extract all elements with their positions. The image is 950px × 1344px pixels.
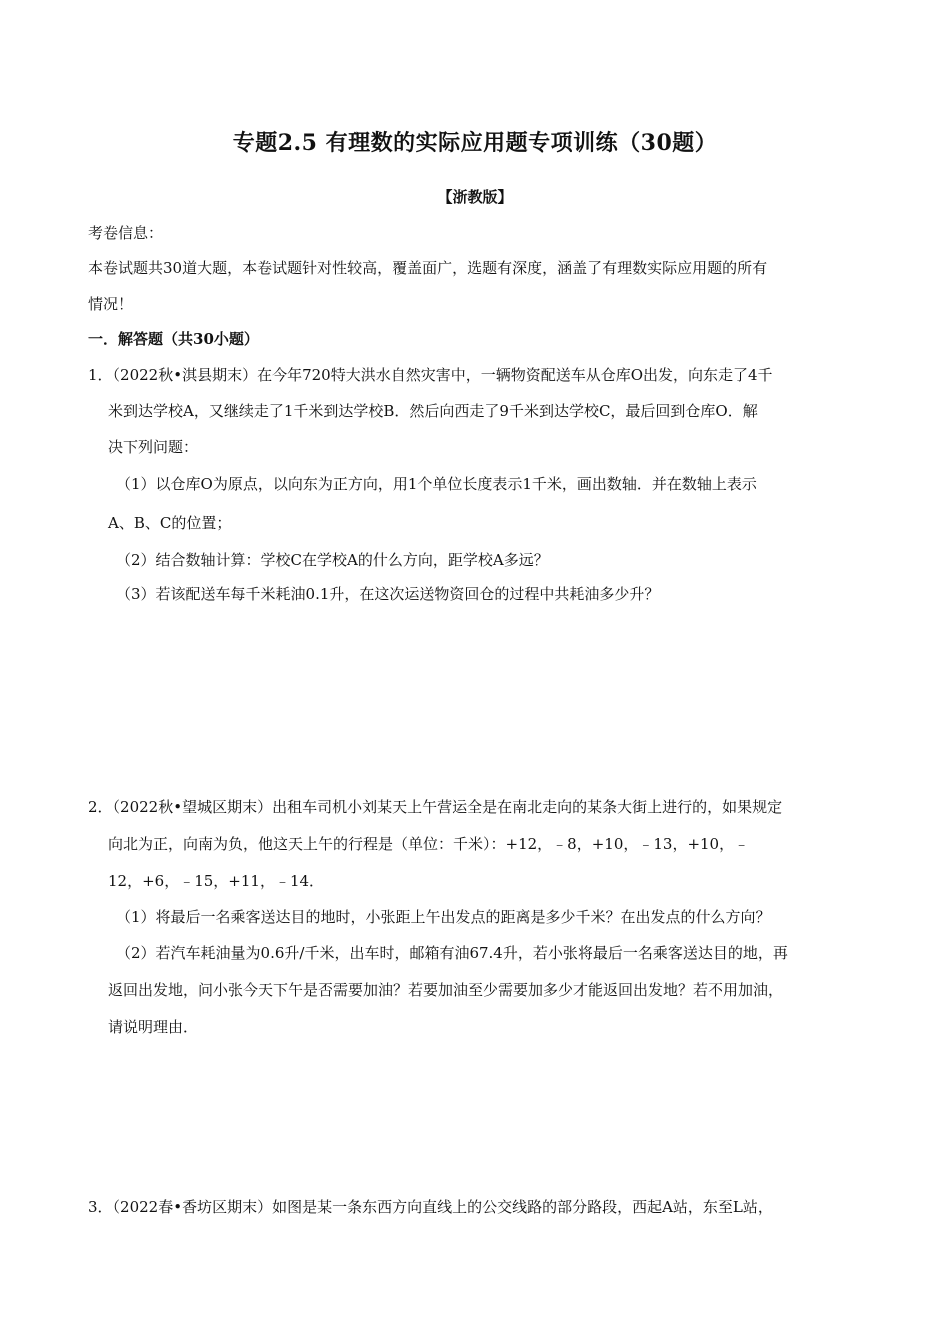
edition-label: 【浙教版】 bbox=[437, 188, 513, 206]
question-part: A、B、C的位置； bbox=[108, 514, 232, 532]
question-text: 决下列问题： bbox=[108, 438, 199, 456]
question-part: 返回出发地，问小张今天下午是否需要加油？若要加油至少需要加多少才能返回出发地？若不用加油， bbox=[108, 981, 784, 999]
question-part: 请说明理由． bbox=[108, 1018, 199, 1036]
question-text: 米到达学校A，又继续走了1千米到达学校B．然后向西走了9千米到达学校C，最后回到仓库O．解 bbox=[108, 402, 758, 420]
question-text: 12，+6，﹣15，+11，﹣14． bbox=[108, 872, 325, 890]
exam-info-text-cont: 情况！ bbox=[88, 295, 134, 313]
exam-info-text: 本卷试题共30道大题，本卷试题针对性较高，覆盖面广，选题有深度，涵盖了有理数实际应用题的所有 bbox=[88, 259, 768, 277]
question-text: 1．（2022秋•淇县期末）在今年720特大洪水自然灾害中，一辆物资配送车从仓库O出发，向东走了4千 bbox=[88, 366, 773, 384]
question-text: 2．（2022秋•望城区期末）出租车司机小刘某天上午营运全是在南北走向的某条大街上进行的，如果规定 bbox=[88, 798, 783, 816]
question-text: 3．（2022春•香坊区期末）如图是某一条东西方向直线上的公交线路的部分路段，西起A站，东至L站， bbox=[88, 1198, 773, 1216]
section-heading: 一．解答题（共30小题） bbox=[88, 330, 259, 348]
question-part: （1）将最后一名乘客送达目的地时，小张距上午出发点的距离是多少千米？在出发点的什么方向？ bbox=[116, 908, 771, 926]
question-part: （2）结合数轴计算：学校C在学校A的什么方向，距学校A多远？ bbox=[116, 551, 549, 569]
question-part: （2）若汽车耗油量为0.6升/千米，出车时，邮箱有油67.4升，若小张将最后一名乘客送达目的地，再 bbox=[116, 944, 788, 962]
question-part: （1）以仓库O为原点，以向东为正方向，用1个单位长度表示1千米，画出数轴．并在数轴上表示 bbox=[116, 475, 757, 493]
exam-info-label: 考卷信息： bbox=[88, 224, 164, 242]
question-part: （3）若该配送车每千米耗油0.1升，在这次运送物资回仓的过程中共耗油多少升？ bbox=[116, 585, 660, 603]
page-title: 专题2.5 有理数的实际应用题专项训练（30题） bbox=[232, 130, 718, 156]
question-text: 向北为正，向南为负，他这天上午的行程是（单位：千米）：+12，﹣8，+10，﹣13，+10，﹣ bbox=[108, 835, 750, 853]
